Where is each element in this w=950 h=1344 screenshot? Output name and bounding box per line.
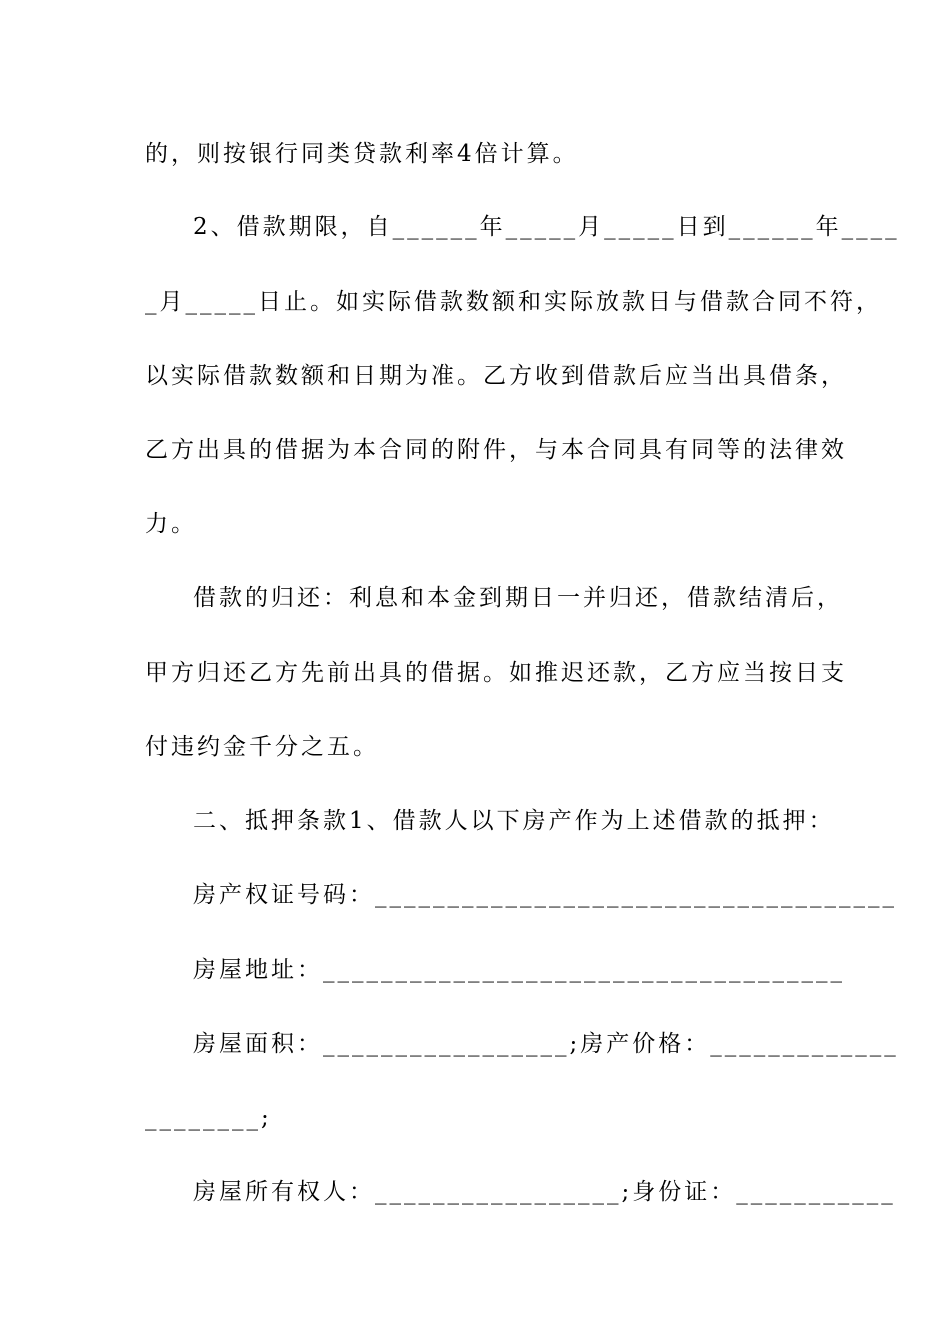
paragraph-line-9: 付违约金千分之五。 xyxy=(145,734,379,760)
paragraph-line-1: 的，则按银行同类贷款利率4倍计算。 xyxy=(145,141,579,167)
paragraph-line-5: 乙方出具的借据为本合同的附件，与本合同具有同等的法律效 xyxy=(145,437,847,463)
form-line-house-address: 房屋地址：____________________________________ xyxy=(193,957,845,983)
paragraph-line-3: _月_____日止。如实际借款数额和实际放款日与借款合同不符， xyxy=(145,289,882,315)
paragraph-line-8: 甲方归还乙方先前出具的借据。如推迟还款，乙方应当按日支 xyxy=(145,660,847,686)
form-line-owner-id: 房屋所有权人：_________________;身份证：___________ xyxy=(193,1179,896,1205)
form-line-area-price: 房屋面积：_________________;房产价格：_____________ xyxy=(193,1031,899,1057)
paragraph-line-10: 二、抵押条款1、借款人以下房产作为上述借款的抵押： xyxy=(193,808,835,834)
paragraph-line-6: 力。 xyxy=(145,511,197,537)
paragraph-line-7: 借款的归还：利息和本金到期日一并归还，借款结清后， xyxy=(193,585,843,611)
paragraph-line-4: 以实际借款数额和日期为准。乙方收到借款后应当出具借条， xyxy=(145,363,847,389)
form-line-property-certificate: 房产权证号码：____________________________________ xyxy=(193,882,897,908)
paragraph-line-2: 2、借款期限，自______年_____月_____日到______年____ xyxy=(193,214,900,240)
form-line-price-continued: ________; xyxy=(145,1105,272,1131)
